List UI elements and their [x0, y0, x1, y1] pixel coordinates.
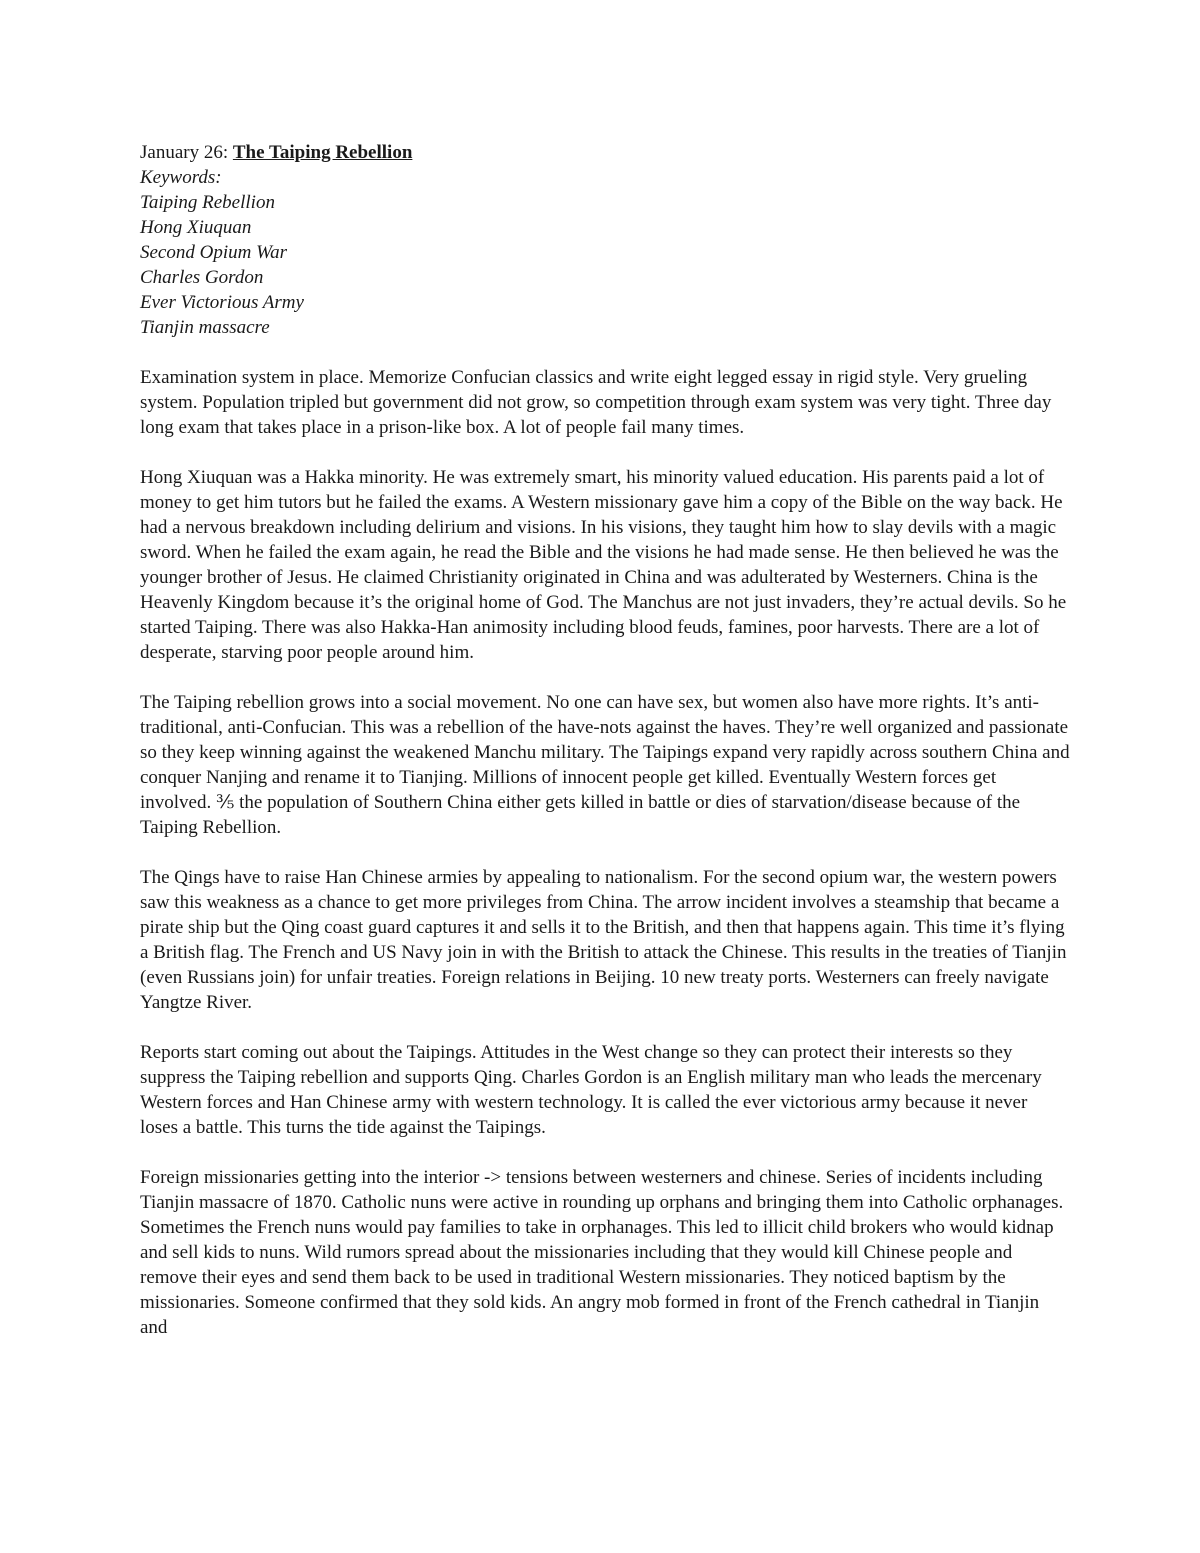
keyword-item: Tianjin massacre	[140, 317, 270, 338]
paragraph-examination: Examination system in place. Memorize Confucian classics and write eight legged essay in rigid style. Very grueling system. Population tripled but government did not grow, so competition through exam system was very tight. Three day long exam that takes place in a prison-like box. A lot of people fail many times.	[140, 367, 1052, 438]
paragraph-tianjin-massacre: Foreign missionaries getting into the interior -> tensions between westerners and chinese. Series of incidents including Tianjin massacre of 1870. Catholic nuns were active in rounding up orphans and bringing them into Catholic orphanages. Sometimes the French nuns would pay families to take in orphanages. This led to illicit child brokers who would kidnap and sell kids to nuns. Wild rumors spread about the missionaries including that they would kill Chinese people and remove their eyes and send them back to be used in traditional Western missionaries. They noticed baptism by the missionaries. Someone confirmed that they sold kids. An angry mob formed in front of the French cathedral in Tianjin and	[140, 1167, 1064, 1338]
keywords-list	[140, 190, 1070, 340]
keyword-item: Hong Xiuquan	[140, 217, 252, 238]
paragraph-second-opium-war: The Qings have to raise Han Chinese armies by appealing to nationalism. For the second opium war, the western powers saw this weakness as a chance to get more privileges from China. The arrow incident involves a steamship that became a pirate ship but the Qing coast guard captures it and sells it to the British, and then that happens again. This time it’s flying a British flag. The French and US Navy join in with the British to attack the Chinese. This results in the treaties of Tianjin (even Russians join) for unfair treaties. Foreign relations in Beijing. 10 new treaty ports. Westerners can freely navigate Yangtze River.	[140, 867, 1067, 1013]
heading-title: The Taiping Rebellion	[232, 142, 413, 163]
keyword-item: Taiping Rebellion	[140, 192, 275, 213]
heading-date: January 26:	[140, 142, 233, 163]
keyword-item: Ever Victorious Army	[140, 292, 304, 313]
document-heading	[140, 140, 1070, 165]
paragraph-charles-gordon: Reports start coming out about the Taipings. Attitudes in the West change so they can protect their interests so they suppress the Taiping rebellion and supports Qing. Charles Gordon is an English military man who leads the mercenary Western forces and Han Chinese army with western technology. It is called the ever victorious army because it never loses a battle. This turns the tide against the Taipings.	[140, 1042, 1042, 1138]
paragraph-taiping-movement: The Taiping rebellion grows into a social movement. No one can have sex, but women also have more rights. It’s anti-traditional, anti-Confucian. This was a rebellion of the have-nots against the haves. They’re well organized and passionate so they keep winning against the weakened Manchu military. The Taipings expand very rapidly across southern China and conquer Nanjing and rename it to Tianjing. Millions of innocent people get killed. Eventually Western forces get involved. ⅗ the population of Southern China either gets killed in battle or dies of starvation/disease because of the Taiping Rebellion.	[140, 692, 1070, 838]
keyword-item: Charles Gordon	[140, 267, 264, 288]
keywords-label: Keywords:	[140, 167, 222, 188]
paragraph-hong-xiuquan: Hong Xiuquan was a Hakka minority. He was extremely smart, his minority valued education. His parents paid a lot of money to get him tutors but he failed the exams. A Western missionary gave him a copy of the Bible on the way back. He had a nervous breakdown including delirium and visions. In his visions, they taught him how to slay devils with a magic sword. When he failed the exam again, he read the Bible and the visions he had made sense. He then believed he was the younger brother of Jesus. He claimed Christianity originated in China and was adulterated by Westerners. China is the Heavenly Kingdom because it’s the original home of God. The Manchus are not just invaders, they’re actual devils. So he started Taiping. There was also Hakka-Han animosity including blood feuds, famines, poor harvests. There are a lot of desperate, starving poor people around him.	[140, 467, 1067, 663]
keyword-item: Second Opium War	[140, 242, 288, 263]
document-page	[140, 140, 1070, 1340]
